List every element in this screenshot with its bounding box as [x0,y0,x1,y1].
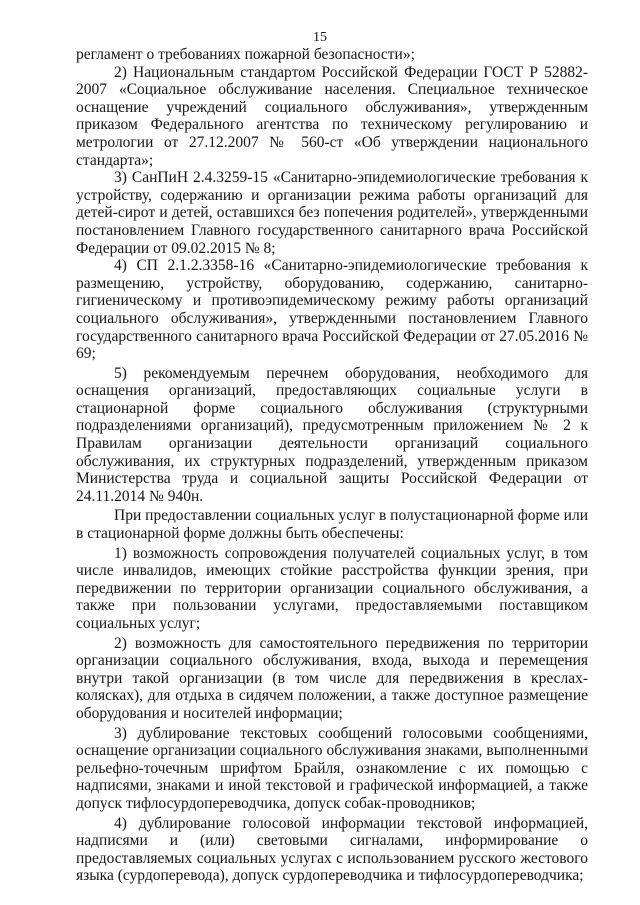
paragraph-9: 4) дублирование голосовой информации текстовой информацией, надписями и (или) световыми сигналами, информирование о предоставляемых социальных услугах с использованием русского жестового языка (сурдоперевода), допуск сурдопереводчика и тифлосурдопереводчика; [76,814,588,885]
paragraph-2: 3) СанПиН 2.4.3259-15 «Санитарно-эпидемиологические требования к устройству, содержанию и организации режима работы организаций для детей-сирот и детей, оставшихся без попечения родителей», утвержденными постановлением Главного государственного санитарного врача Российской Федерации от 09.02.2015 № 8; [76,169,588,257]
page-number: 15 [313,30,327,45]
paragraph-8: 3) дублирование текстовых сообщений голосовыми сообщениями, оснащение организации социального обслуживания знаками, выполненными рельефно-точечным шрифтом Брайля, ознакомление с их помощью с надписями, знаками и иной текстовой и графической информацией, а также допуск тифлосурдопереводчика, допуск собак-проводников; [76,724,588,812]
paragraph-6: 1) возможность сопровождения получателей социальных услуг, в том числе инвалидов, имеющих стойкие расстройства функции зрения, при передвижении по территории организации социального обслуживания, а также при пользовании услугами, предоставляемыми поставщиком социальных услуг; [76,544,588,632]
paragraph-7: 2) возможность для самостоятельного передвижения по территории организации социального обслуживания, входа, выхода и перемещения внутри такой организации (в том числе для передвижения в креслах-колясках), для отдыха в сидячем положении, а также доступное размещение оборудования и носителей информации; [76,634,588,722]
document-body [76,46,588,885]
paragraph-5: При предоставлении социальных услуг в полустационарной форме или в стационарной форме должны быть обеспечены: [76,507,588,543]
paragraph-3: 4) СП 2.1.2.3358-16 «Санитарно-эпидемиологические требования к размещению, устройству, оборудованию, содержанию, санитарно-гигиеническому и противоэпидемическому режиму работы организаций социального обслуживания», утвержденными постановлением Главного государственного санитарного врача Российской Федерации от 27.05.2016 № 69; [76,257,588,363]
paragraph-4: 5) рекомендуемым перечнем оборудования, необходимого для оснащения организаций, предоставляющих социальные услуги в стационарной форме социального обслуживания (структурными подразделениями организаций), предусмотренным приложением № 2 к Правилам организации деятельности организаций социального обслуживания, их структурных подразделений, утвержденным приказом Министерства труда и социальной защиты Российской Федерации от 24.11.2014 № 940н. [76,364,588,505]
paragraph-1: 2) Национальным стандартом Российской Федерации ГОСТ Р 52882-2007 «Социальное обслуживание населения. Специальное техническое оснащение учреждений социального обслуживания», утвержденным приказом Федерального агентства по техническому регулированию и метрологии от 27.12.2007 № 560-ст «Об утверждении национального стандарта»; [76,63,588,169]
paragraph-0: регламент о требованиях пожарной безопасности»; [76,46,415,63]
